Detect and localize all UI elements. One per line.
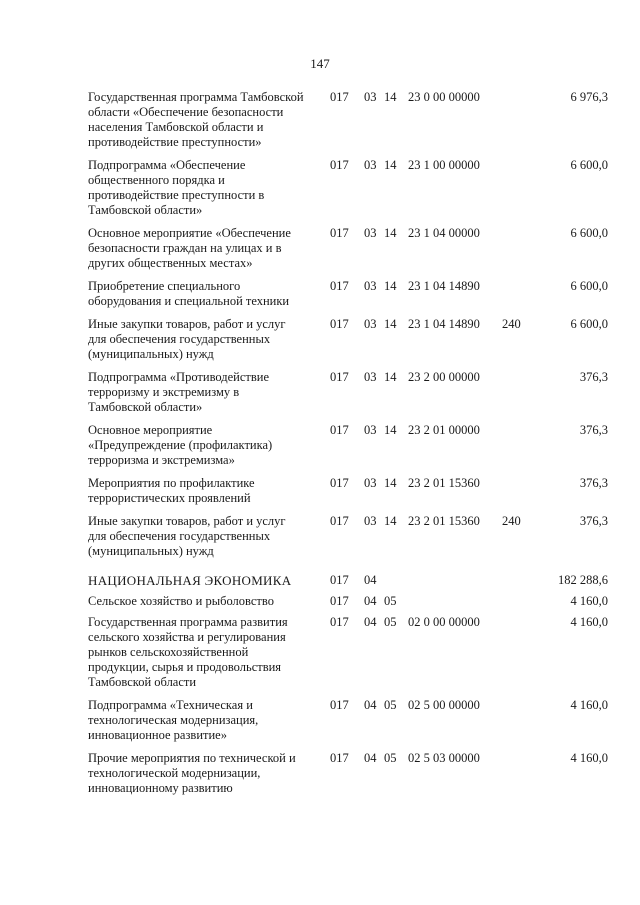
- row-name: Государственная программа Тамбовской области «Обеспечение безопасности населения Тамбовской области и противодействие преступности»: [88, 90, 304, 149]
- row-name: Мероприятия по профилактике террористических проявлений: [88, 476, 255, 505]
- row-csr: 23 1 04 14890: [408, 317, 480, 331]
- row-csr: 23 1 04 14890: [408, 279, 480, 293]
- row-sum: 4 160,0: [570, 615, 608, 629]
- row-rz: 03: [364, 423, 377, 437]
- table-row: [88, 751, 608, 796]
- row-rz: 04: [364, 751, 377, 765]
- row-csr: 23 1 00 00000: [408, 158, 480, 172]
- row-sum: 6 976,3: [570, 90, 608, 104]
- row-ved: 017: [330, 370, 349, 384]
- row-pr: 14: [384, 90, 397, 104]
- row-csr: 02 5 03 00000: [408, 751, 480, 765]
- table-row: [88, 476, 608, 506]
- row-ved: 017: [330, 615, 349, 629]
- row-name: Иные закупки товаров, работ и услуг для обеспечения государственных (муниципальных) нужд: [88, 514, 286, 558]
- row-sum: 6 600,0: [570, 317, 608, 331]
- row-csr: 23 2 01 00000: [408, 423, 480, 437]
- row-rz: 04: [364, 698, 377, 712]
- table-row: [88, 423, 608, 468]
- row-name: Прочие мероприятия по технической и технологической модернизации, инновационному развитию: [88, 751, 296, 795]
- table-row: [88, 90, 608, 150]
- row-sum: 376,3: [579, 514, 608, 528]
- row-ved: 017: [330, 423, 349, 437]
- row-sum: 4 160,0: [570, 594, 608, 608]
- row-rz: 03: [364, 158, 377, 172]
- row-sum: 376,3: [579, 370, 608, 384]
- row-ved: 017: [330, 751, 349, 765]
- row-sum: 6 600,0: [570, 158, 608, 172]
- row-name: Основное мероприятие «Предупреждение (профилактика) терроризма и экстремизма»: [88, 423, 273, 467]
- row-csr: 23 1 04 00000: [408, 226, 480, 240]
- table-row: [88, 615, 608, 690]
- row-sum: 376,3: [579, 476, 608, 490]
- row-csr: 23 0 00 00000: [408, 90, 480, 104]
- row-vr: 240: [502, 317, 521, 331]
- row-sum: 4 160,0: [570, 751, 608, 765]
- row-name: Иные закупки товаров, работ и услуг для обеспечения государственных (муниципальных) нужд: [88, 317, 286, 361]
- row-rz: 03: [364, 514, 377, 528]
- row-name: НАЦИОНАЛЬНАЯ ЭКОНОМИКА: [88, 573, 292, 588]
- row-rz: 03: [364, 279, 377, 293]
- row-sum: 4 160,0: [570, 698, 608, 712]
- row-ved: 017: [330, 698, 349, 712]
- row-csr: 02 0 00 00000: [408, 615, 480, 629]
- row-rz: 03: [364, 476, 377, 490]
- row-pr: 14: [384, 514, 397, 528]
- row-rz: 04: [364, 615, 377, 629]
- row-vr: 240: [502, 514, 521, 528]
- row-name: Подпрограмма «Противодействие терроризму и экстремизму в Тамбовской области»: [88, 370, 270, 414]
- row-pr: 14: [384, 158, 397, 172]
- row-ved: 017: [330, 158, 349, 172]
- row-ved: 017: [330, 317, 349, 331]
- table-row: [88, 226, 608, 271]
- row-ved: 017: [330, 476, 349, 490]
- row-csr: 23 2 00 00000: [408, 370, 480, 384]
- row-ved: 017: [330, 514, 349, 528]
- row-sum: 6 600,0: [570, 226, 608, 240]
- row-csr: 23 2 01 15360: [408, 476, 480, 490]
- row-name: Сельское хозяйство и рыболовство: [88, 594, 274, 608]
- table-row: [88, 594, 608, 609]
- page-number: 147: [310, 56, 330, 71]
- table-row: [88, 317, 608, 362]
- row-pr: 14: [384, 370, 397, 384]
- row-rz: 03: [364, 90, 377, 104]
- table-row: [88, 698, 608, 743]
- row-pr: 14: [384, 423, 397, 437]
- table-row: [88, 158, 608, 218]
- row-name: Подпрограмма «Обеспечение общественного порядка и противодействие преступности в Тамбовской области»: [88, 158, 265, 217]
- row-name: Приобретение специального оборудования и специальной техники: [88, 279, 290, 308]
- table-row: [88, 370, 608, 415]
- budget-table: [88, 90, 608, 796]
- row-rz: 04: [364, 573, 377, 587]
- row-pr: 05: [384, 594, 397, 608]
- row-pr: 14: [384, 226, 397, 240]
- row-ved: 017: [330, 573, 349, 587]
- row-sum: 182 288,6: [558, 573, 608, 587]
- row-pr: 05: [384, 615, 397, 629]
- row-sum: 376,3: [579, 423, 608, 437]
- row-rz: 04: [364, 594, 377, 608]
- table-row: [88, 279, 608, 309]
- row-ved: 017: [330, 226, 349, 240]
- row-name: Государственная программа развития сельского хозяйства и регулирования рынков сельскохозяйственной продукции, сырья и продовольствия Тамбовской области: [88, 615, 288, 689]
- row-rz: 03: [364, 370, 377, 384]
- table-row: [88, 573, 608, 588]
- row-sum: 6 600,0: [570, 279, 608, 293]
- row-rz: 03: [364, 226, 377, 240]
- row-ved: 017: [330, 279, 349, 293]
- row-name: Подпрограмма «Техническая и технологическая модернизация, инновационное развитие»: [88, 698, 259, 742]
- row-pr: 14: [384, 476, 397, 490]
- row-pr: 05: [384, 751, 397, 765]
- row-ved: 017: [330, 594, 349, 608]
- row-pr: 14: [384, 279, 397, 293]
- row-pr: 05: [384, 698, 397, 712]
- row-pr: 14: [384, 317, 397, 331]
- row-csr: 02 5 00 00000: [408, 698, 480, 712]
- row-name: Основное мероприятие «Обеспечение безопасности граждан на улицах и в других общественных местах»: [88, 226, 291, 270]
- row-ved: 017: [330, 90, 349, 104]
- row-rz: 03: [364, 317, 377, 331]
- table-row: [88, 514, 608, 559]
- row-csr: 23 2 01 15360: [408, 514, 480, 528]
